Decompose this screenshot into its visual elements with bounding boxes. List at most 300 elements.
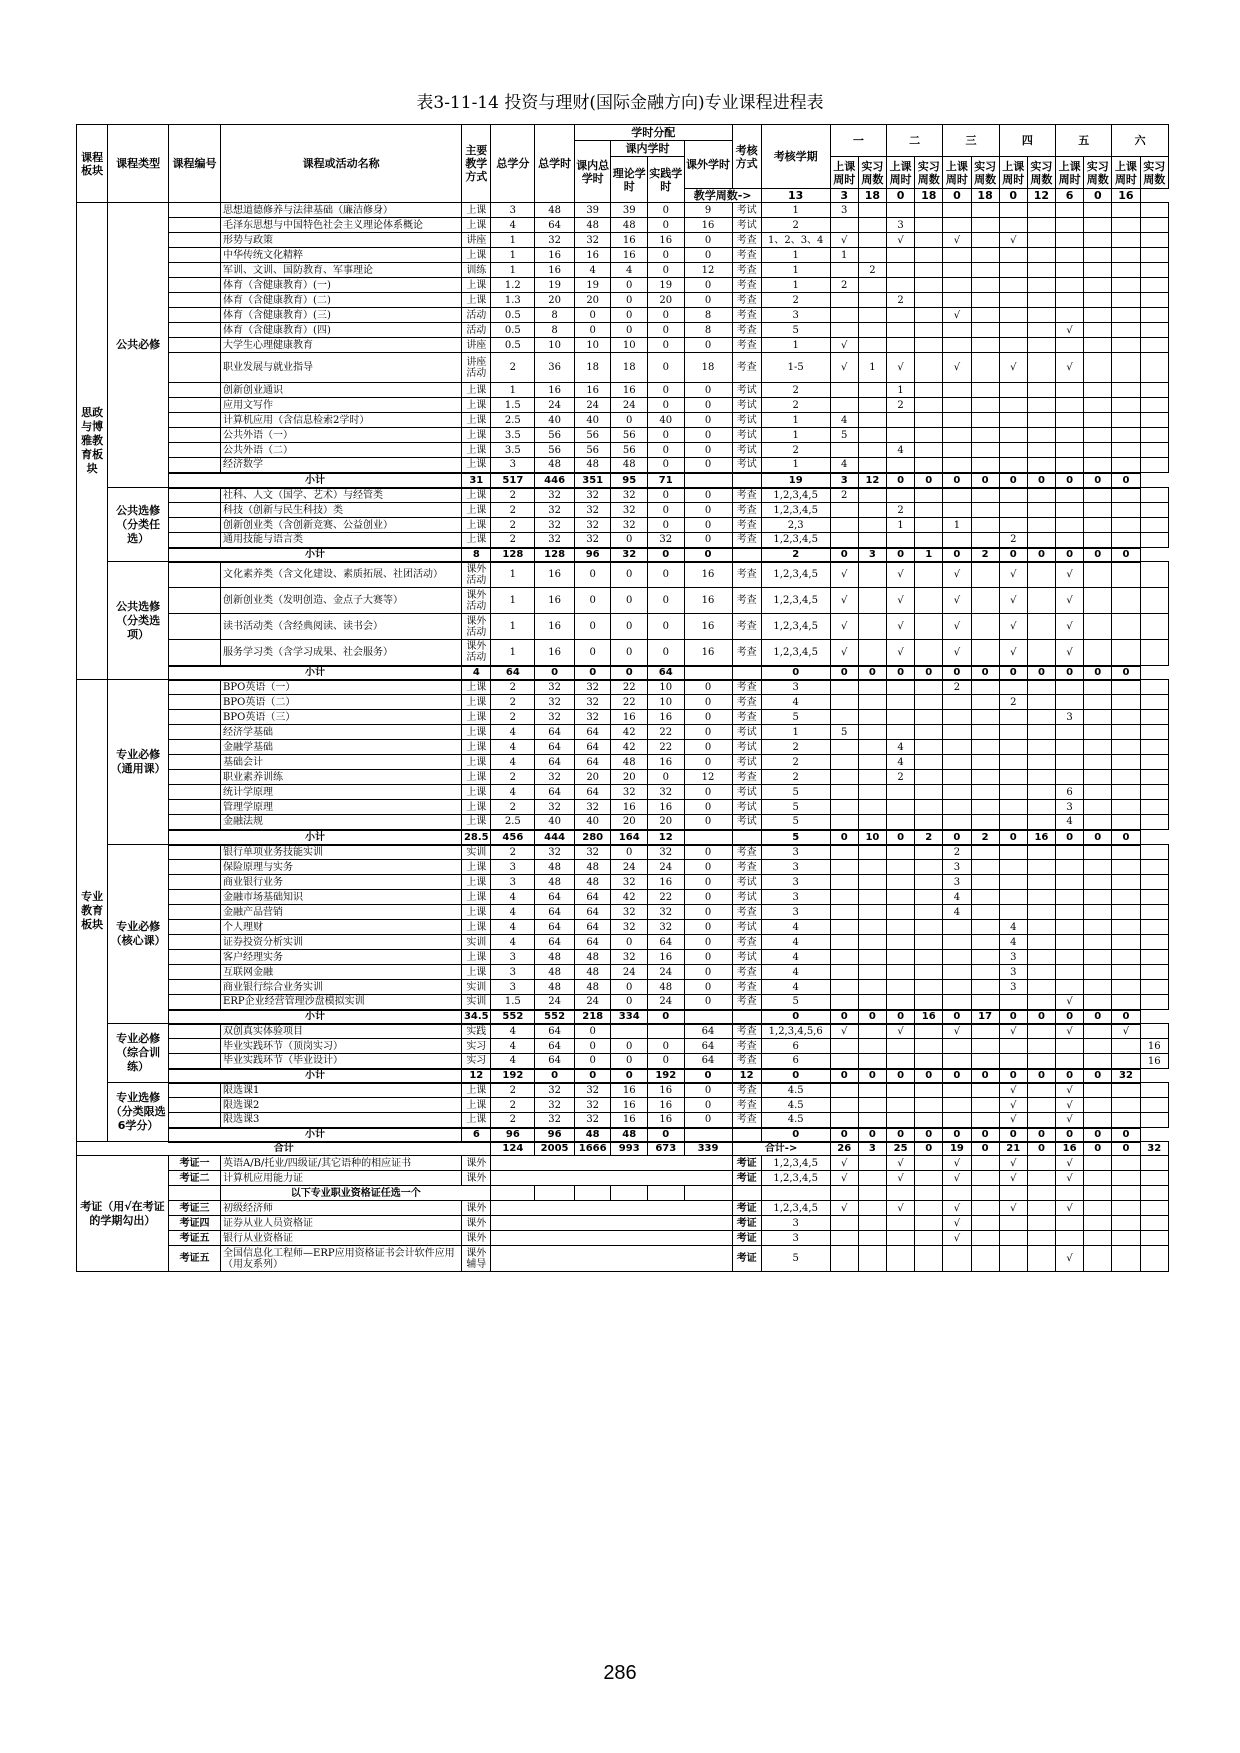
subtotal-value: 64 [647, 666, 684, 680]
week-cell-10 [1084, 503, 1112, 518]
week-cell-10 [1084, 1039, 1112, 1054]
week-cell-10 [1084, 278, 1112, 293]
week-cell-7 [999, 740, 1027, 755]
cert-week-cell [915, 1201, 943, 1216]
week-cell-11 [1112, 203, 1140, 218]
week-cell-8 [1027, 248, 1055, 263]
subtotal-value: 0 [971, 1128, 999, 1142]
weeks-2-lec: 18 [858, 189, 886, 203]
week-cell-5: √ [943, 588, 971, 614]
theory-hours: 32 [611, 503, 648, 518]
sub-lec-2: 上课周时 [886, 157, 914, 189]
week-cell-5 [943, 1098, 971, 1113]
week-cell-9 [1056, 308, 1084, 323]
course-code [168, 248, 220, 263]
subtotal-value: 517 [491, 473, 535, 488]
subtotal-row [77, 1069, 1169, 1083]
week-cell-4 [915, 710, 943, 725]
week-cell-6 [971, 860, 999, 875]
week-cell-1 [830, 323, 858, 338]
subtotal-value: 0 [1112, 666, 1140, 680]
total-hours: 16 [535, 640, 575, 666]
subtotal-value: 0 [647, 548, 684, 562]
outside-hours: 0 [684, 503, 732, 518]
week-cell-6 [971, 770, 999, 785]
total-hours: 48 [535, 980, 575, 995]
week-cell-10 [1084, 614, 1112, 640]
subtotal-value: 71 [647, 473, 684, 488]
practice-hours: 16 [647, 1098, 684, 1113]
course-code [168, 740, 220, 755]
cert-name: 初级经济师 [221, 1201, 462, 1216]
outside-hours: 0 [684, 890, 732, 905]
cert-week-cell [858, 1171, 886, 1186]
week-cell-8 [1027, 458, 1055, 473]
week-cell-10 [1084, 965, 1112, 980]
in-total-hours: 56 [574, 428, 611, 443]
teach-mode: 上课 [462, 920, 491, 935]
week-cell-9 [1056, 488, 1084, 503]
weeks-6-lec: 0 [1084, 189, 1112, 203]
week-cell-7 [999, 1039, 1027, 1054]
sub-lec-4: 上课周时 [999, 157, 1027, 189]
week-cell-7: 4 [999, 935, 1027, 950]
week-cell-9: √ [1056, 1098, 1084, 1113]
week-cell-1 [830, 935, 858, 950]
total-hours: 32 [535, 233, 575, 248]
week-cell-2 [858, 533, 886, 548]
total-hours: 32 [535, 1098, 575, 1113]
practice-hours: 24 [647, 860, 684, 875]
week-cell-7: √ [999, 562, 1027, 588]
week-cell-9 [1056, 428, 1084, 443]
week-cell-1: √ [830, 640, 858, 666]
subtotal-value: 0 [999, 548, 1027, 562]
teach-mode: 活动 [462, 308, 491, 323]
outside-hours: 12 [684, 263, 732, 278]
week-cell-12 [1140, 1113, 1168, 1128]
week-cell-10 [1084, 338, 1112, 353]
exam-mode: 考查 [732, 248, 761, 263]
credit: 4 [491, 218, 535, 233]
week-cell-6 [971, 785, 999, 800]
credit: 2 [491, 800, 535, 815]
outside-hours: 0 [684, 533, 732, 548]
table-cell [647, 1186, 684, 1201]
total-hours: 8 [535, 323, 575, 338]
subtotal-value: 0 [943, 1069, 971, 1083]
subtotal-value: 0 [858, 666, 886, 680]
subtotal-label: 小计 [168, 666, 461, 680]
credit: 2 [491, 353, 535, 383]
subtotal-value: 12 [732, 1069, 761, 1083]
practice-hours: 16 [647, 875, 684, 890]
week-cell-6 [971, 920, 999, 935]
in-total-hours: 56 [574, 443, 611, 458]
course-code [168, 695, 220, 710]
week-cell-12 [1140, 248, 1168, 263]
course-code [168, 860, 220, 875]
course-code [168, 233, 220, 248]
subtotal-label: 小计 [168, 830, 461, 845]
week-cell-8 [1027, 740, 1055, 755]
week-cell-5 [943, 710, 971, 725]
cert-week-cell [971, 1201, 999, 1216]
week-cell-4 [915, 458, 943, 473]
theory-hours: 16 [611, 383, 648, 398]
total-value: 124 [491, 1142, 535, 1156]
outside-hours: 64 [684, 1039, 732, 1054]
week-cell-7 [999, 278, 1027, 293]
week-cell-6 [971, 695, 999, 710]
week-cell-9 [1056, 920, 1084, 935]
course-row [77, 518, 1169, 533]
week-cell-10 [1084, 860, 1112, 875]
week-cell-10 [1084, 845, 1112, 860]
credit: 2 [491, 518, 535, 533]
total-hours: 48 [535, 203, 575, 218]
credit: 3.5 [491, 428, 535, 443]
subtotal-value: 0 [1056, 666, 1084, 680]
week-cell-7 [999, 428, 1027, 443]
in-total-hours: 39 [574, 203, 611, 218]
week-cell-5 [943, 293, 971, 308]
course-row [77, 710, 1169, 725]
subtotal-value: 128 [535, 548, 575, 562]
cert-week-cell: √ [999, 1201, 1027, 1216]
week-cell-8 [1027, 338, 1055, 353]
total-hours: 32 [535, 695, 575, 710]
practice-hours [647, 1024, 684, 1039]
theory-hours: 56 [611, 443, 648, 458]
credit: 2.5 [491, 815, 535, 830]
block-label-2: 专业教育板块 [77, 680, 108, 1142]
week-cell-3: √ [886, 233, 914, 248]
theory-hours: 0 [611, 980, 648, 995]
week-cell-11 [1112, 488, 1140, 503]
theory-hours: 48 [611, 755, 648, 770]
total-week-value: 19 [943, 1142, 971, 1156]
in-total-hours: 32 [574, 233, 611, 248]
course-name: 限选课1 [221, 1083, 462, 1098]
week-cell-10 [1084, 413, 1112, 428]
theory-hours: 0 [611, 323, 648, 338]
course-row [77, 755, 1169, 770]
week-cell-4 [915, 920, 943, 935]
week-cell-7 [999, 398, 1027, 413]
week-cell-10 [1084, 428, 1112, 443]
teach-mode: 上课 [462, 725, 491, 740]
week-cell-9 [1056, 755, 1084, 770]
practice-hours: 0 [647, 1054, 684, 1069]
week-cell-11 [1112, 845, 1140, 860]
table-cell [1112, 1186, 1140, 1201]
subtotal-value: 0 [943, 1128, 971, 1142]
exam-mode: 考查 [732, 278, 761, 293]
week-cell-10 [1084, 815, 1112, 830]
credit: 1 [491, 588, 535, 614]
cert-week-cell [1112, 1201, 1140, 1216]
course-row [77, 1113, 1169, 1128]
week-cell-2 [858, 770, 886, 785]
week-cell-12 [1140, 308, 1168, 323]
course-code [168, 1024, 220, 1039]
cert-week-cell [1112, 1216, 1140, 1231]
week-cell-6 [971, 338, 999, 353]
course-name: 管理学原理 [221, 800, 462, 815]
subtotal-value: 218 [574, 1010, 611, 1024]
week-cell-10 [1084, 680, 1112, 695]
week-cell-5: √ [943, 308, 971, 323]
outside-hours: 16 [684, 218, 732, 233]
course-name: 毕业实践环节（顶岗实习） [221, 1039, 462, 1054]
teach-mode: 上课 [462, 905, 491, 920]
week-cell-11 [1112, 458, 1140, 473]
sub-prac-1: 实习周数 [858, 157, 886, 189]
week-cell-3: 2 [886, 398, 914, 413]
theory-hours: 20 [611, 770, 648, 785]
course-code [168, 1098, 220, 1113]
teach-mode: 活动 [462, 323, 491, 338]
week-cell-8 [1027, 995, 1055, 1010]
outside-hours: 0 [684, 815, 732, 830]
in-total-hours: 32 [574, 710, 611, 725]
week-cell-9 [1056, 278, 1084, 293]
course-row [77, 218, 1169, 233]
week-cell-7: √ [999, 640, 1027, 666]
credit: 1 [491, 562, 535, 588]
table-cell [915, 1186, 943, 1201]
cert-code: 考证四 [168, 1216, 220, 1231]
teach-mode: 上课 [462, 398, 491, 413]
theory-hours: 32 [611, 488, 648, 503]
subtotal-row [77, 548, 1169, 562]
exam-mode: 考试 [732, 755, 761, 770]
exam-term: 1,2,3,4,5 [761, 533, 830, 548]
credit: 2 [491, 845, 535, 860]
table-cell [999, 1186, 1027, 1201]
week-cell-4 [915, 1054, 943, 1069]
cert-exam: 考证 [732, 1216, 761, 1231]
week-cell-12 [1140, 845, 1168, 860]
cert-week-cell: √ [830, 1201, 858, 1216]
week-cell-8 [1027, 860, 1055, 875]
week-cell-6 [971, 845, 999, 860]
total-value: 1666 [574, 1142, 611, 1156]
credit: 4 [491, 725, 535, 740]
week-cell-12: 16 [1140, 1054, 1168, 1069]
theory-hours: 0 [611, 614, 648, 640]
week-cell-11 [1112, 995, 1140, 1010]
week-cell-8 [1027, 503, 1055, 518]
week-cell-1 [830, 860, 858, 875]
week-cell-5: √ [943, 562, 971, 588]
sub-lec-5: 上课周时 [1056, 157, 1084, 189]
week-cell-9 [1056, 860, 1084, 875]
week-cell-10 [1084, 263, 1112, 278]
table-cell [1056, 1186, 1084, 1201]
week-cell-10 [1084, 443, 1112, 458]
subtotal-value: 0 [886, 548, 914, 562]
credit: 0.5 [491, 323, 535, 338]
week-cell-12 [1140, 458, 1168, 473]
week-cell-1 [830, 770, 858, 785]
credit: 2 [491, 695, 535, 710]
week-cell-4 [915, 503, 943, 518]
cert-teach: 课外 [462, 1171, 491, 1186]
subtotal-label: 小计 [168, 473, 461, 488]
week-cell-12 [1140, 323, 1168, 338]
subtotal-value: 0 [915, 1069, 943, 1083]
practice-hours: 32 [647, 785, 684, 800]
week-cell-5 [943, 770, 971, 785]
course-code [168, 980, 220, 995]
type-label-major-training: 专业必修（综合训练） [108, 1024, 169, 1083]
week-cell-1: √ [830, 562, 858, 588]
exam-term: 1、2、3、4 [761, 233, 830, 248]
week-cell-1 [830, 263, 858, 278]
course-code [168, 533, 220, 548]
week-cell-6 [971, 308, 999, 323]
week-cell-8 [1027, 614, 1055, 640]
week-cell-10 [1084, 935, 1112, 950]
week-cell-9: √ [1056, 640, 1084, 666]
week-cell-6 [971, 248, 999, 263]
subtotal-label: 小计 [168, 1128, 461, 1142]
in-total-hours: 48 [574, 875, 611, 890]
teach-mode: 实训 [462, 935, 491, 950]
outside-hours: 0 [684, 488, 732, 503]
course-row [77, 920, 1169, 935]
cert-week-cell [999, 1246, 1027, 1272]
outside-hours: 8 [684, 323, 732, 338]
cert-name: 银行从业资格证 [221, 1231, 462, 1246]
cert-week-cell [971, 1156, 999, 1171]
week-cell-5 [943, 503, 971, 518]
week-cell-2 [858, 725, 886, 740]
table-cell [684, 1186, 732, 1201]
course-row [77, 875, 1169, 890]
week-cell-9: 3 [1056, 710, 1084, 725]
exam-term: 6 [761, 1039, 830, 1054]
credit: 3 [491, 965, 535, 980]
week-cell-1: 2 [830, 488, 858, 503]
credit: 2 [491, 533, 535, 548]
week-cell-3 [886, 890, 914, 905]
teach-mode: 讲座 [462, 233, 491, 248]
exam-term: 1 [761, 263, 830, 278]
subtotal-value: 0 [886, 1069, 914, 1083]
course-code [168, 398, 220, 413]
theory-hours: 16 [611, 800, 648, 815]
header-credit: 总学分 [491, 125, 535, 203]
week-cell-7: 3 [999, 965, 1027, 980]
subtotal-value: 0 [1084, 548, 1112, 562]
subtotal-value: 0 [1084, 1069, 1112, 1083]
cert-week-cell [915, 1231, 943, 1246]
course-name: 社科、人文（国学、艺术）与经管类 [221, 488, 462, 503]
week-cell-9: √ [1056, 995, 1084, 1010]
week-cell-9 [1056, 890, 1084, 905]
subtotal-value: 0 [999, 473, 1027, 488]
cert-week-cell [1084, 1231, 1112, 1246]
week-cell-5 [943, 458, 971, 473]
course-name: 形势与政策 [221, 233, 462, 248]
table-cell [574, 1186, 611, 1201]
teach-mode: 上课 [462, 875, 491, 890]
week-cell-10 [1084, 1054, 1112, 1069]
week-cell-1 [830, 755, 858, 770]
week-cell-1: 5 [830, 725, 858, 740]
cert-code [168, 1186, 220, 1201]
week-cell-7 [999, 770, 1027, 785]
course-code [168, 710, 220, 725]
week-cell-6 [971, 323, 999, 338]
type-label-public-required: 公共必修 [108, 203, 169, 488]
week-cell-3 [886, 950, 914, 965]
subtotal-value: 0 [535, 1069, 575, 1083]
week-cell-7 [999, 248, 1027, 263]
course-name: 应用文写作 [221, 398, 462, 413]
theory-hours: 42 [611, 740, 648, 755]
exam-mode: 考查 [732, 1024, 761, 1039]
subtotal-value: 0 [999, 1069, 1027, 1083]
course-row [77, 323, 1169, 338]
week-cell-8 [1027, 800, 1055, 815]
course-code [168, 640, 220, 666]
course-name: 金融学基础 [221, 740, 462, 755]
total-value: 993 [611, 1142, 648, 1156]
header-type: 课程类型 [108, 125, 169, 203]
week-cell-1: √ [830, 614, 858, 640]
outside-hours: 0 [684, 710, 732, 725]
week-cell-6 [971, 233, 999, 248]
theory-hours: 16 [611, 248, 648, 263]
in-total-hours: 32 [574, 1083, 611, 1098]
cert-exam: 考证 [732, 1201, 761, 1216]
week-cell-3 [886, 845, 914, 860]
course-name: 体育（含健康教育）(一) [221, 278, 462, 293]
week-cell-11 [1112, 1039, 1140, 1054]
week-cell-3 [886, 203, 914, 218]
cert-code: 考证五 [168, 1231, 220, 1246]
course-row [77, 770, 1169, 785]
exam-mode: 考查 [732, 1083, 761, 1098]
teach-mode: 实践 [462, 1024, 491, 1039]
subtotal-value: 0 [943, 473, 971, 488]
subtotal-value: 0 [858, 1069, 886, 1083]
subtotal-value: 192 [491, 1069, 535, 1083]
week-cell-10 [1084, 980, 1112, 995]
subtotal-value: 0 [886, 1128, 914, 1142]
subtotal-value: 0 [830, 1128, 858, 1142]
exam-term: 5 [761, 323, 830, 338]
teach-mode: 上课 [462, 533, 491, 548]
week-cell-11 [1112, 800, 1140, 815]
total-hours: 32 [535, 770, 575, 785]
teach-mode: 上课 [462, 695, 491, 710]
week-cell-8 [1027, 890, 1055, 905]
total-hours: 16 [535, 614, 575, 640]
course-code [168, 263, 220, 278]
outside-hours: 0 [684, 1083, 732, 1098]
credit: 4 [491, 1024, 535, 1039]
course-code [168, 458, 220, 473]
course-code [168, 308, 220, 323]
week-cell-4 [915, 875, 943, 890]
practice-hours: 0 [647, 383, 684, 398]
course-name: 金融市场基础知识 [221, 890, 462, 905]
